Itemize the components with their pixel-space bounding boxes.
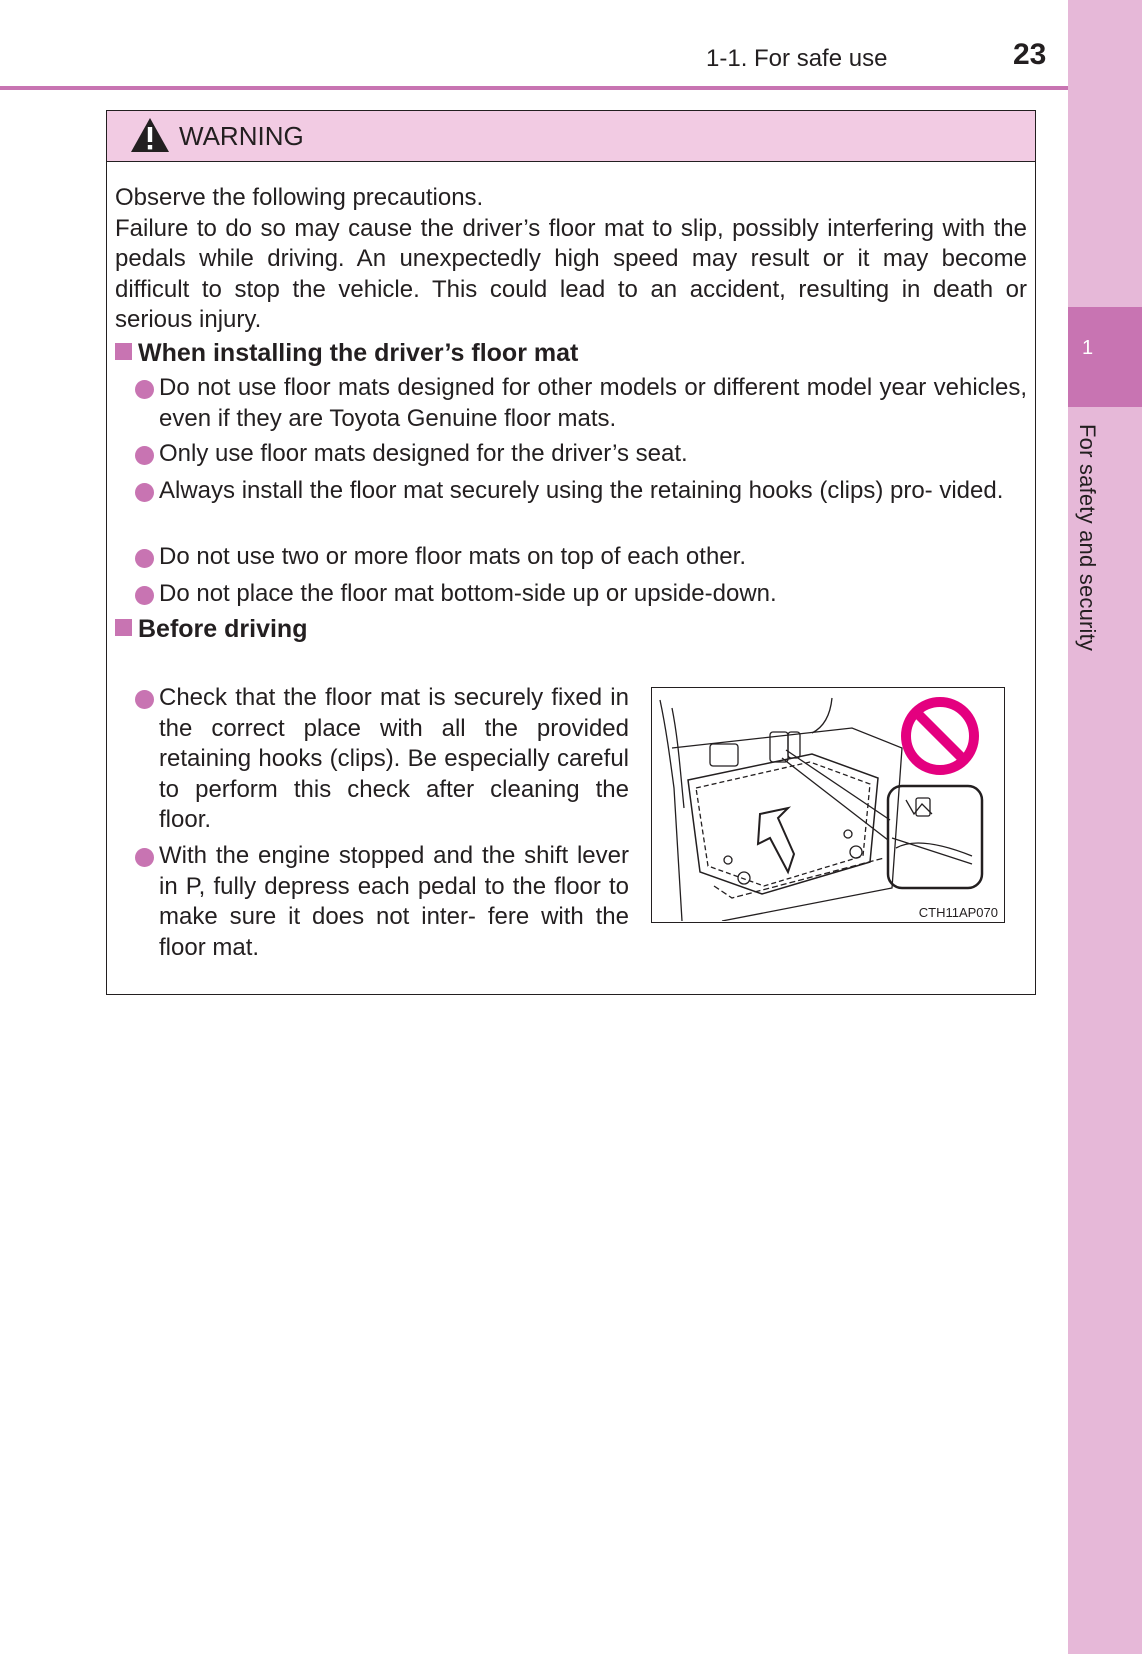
warning-title: WARNING	[179, 121, 304, 151]
list-item: With the engine stopped and the shift lever in P, fully depress each pedal to the floor to make sure it does not inter- fere with the floor mat.	[159, 841, 629, 963]
bullet-dot-icon	[135, 380, 154, 399]
warning-header	[107, 111, 1035, 162]
section-heading-before-driving	[115, 615, 307, 644]
bullet-dot-icon	[135, 549, 154, 568]
list-item: Do not place the floor mat bottom-side up or upside-down.	[159, 579, 1027, 610]
bullet-dot-icon	[135, 848, 154, 867]
chapter-number: 1	[1082, 337, 1094, 359]
floor-mat-illustration	[651, 687, 1005, 923]
chapter-tab[interactable]	[1068, 307, 1142, 407]
bullet-dot-icon	[135, 586, 154, 605]
figure-code: CTH11AP070	[918, 905, 998, 920]
warning-intro	[115, 183, 1027, 336]
intro-line: Observe the following precautions.	[115, 184, 484, 211]
page-number: 23	[1013, 38, 1047, 71]
list-item: Do not use two or more floor mats on top of each other.	[159, 542, 1027, 573]
prohibition-sign	[906, 702, 974, 770]
header-rule	[0, 86, 1068, 90]
bullet-dot-icon	[135, 690, 154, 709]
intro-body: Failure to do so may cause the driver’s floor mat to slip, possibly interfering with the pedals while driving. An unexpectedly high speed may result or it may become difficult to stop the vehicle. This could lead to an accident, resulting in death or serious injury.	[115, 214, 1027, 333]
heading-square-icon	[115, 619, 132, 636]
warning-triangle-icon	[129, 116, 171, 154]
section-heading-text: When installing the driver’s floor mat	[138, 339, 579, 367]
side-tab-strip	[1068, 0, 1142, 1654]
floor-mat-drawing	[652, 688, 1003, 921]
list-item: Only use floor mats designed for the driver’s seat.	[159, 439, 1027, 470]
heading-square-icon	[115, 343, 132, 360]
section-label: 1-1. For safe use	[706, 45, 888, 72]
list-item: Check that the floor mat is securely fixed in the correct place with all the provided retaining hooks (clips). Be especially careful to perform this check after cleaning the floor.	[159, 683, 629, 836]
list-item: Always install the floor mat securely using the retaining hooks (clips) pro- vided.	[159, 476, 1027, 507]
section-heading-text: Before driving	[138, 615, 308, 643]
section-heading-installing	[115, 339, 578, 368]
warning-box	[106, 110, 1036, 995]
bullet-dot-icon	[135, 483, 154, 502]
chapter-title: For safety and security	[1075, 424, 1100, 652]
list-item: Do not use floor mats designed for other models or different model year vehicles, even if they are Toyota Genuine floor mats.	[159, 373, 1027, 434]
bullet-dot-icon	[135, 446, 154, 465]
